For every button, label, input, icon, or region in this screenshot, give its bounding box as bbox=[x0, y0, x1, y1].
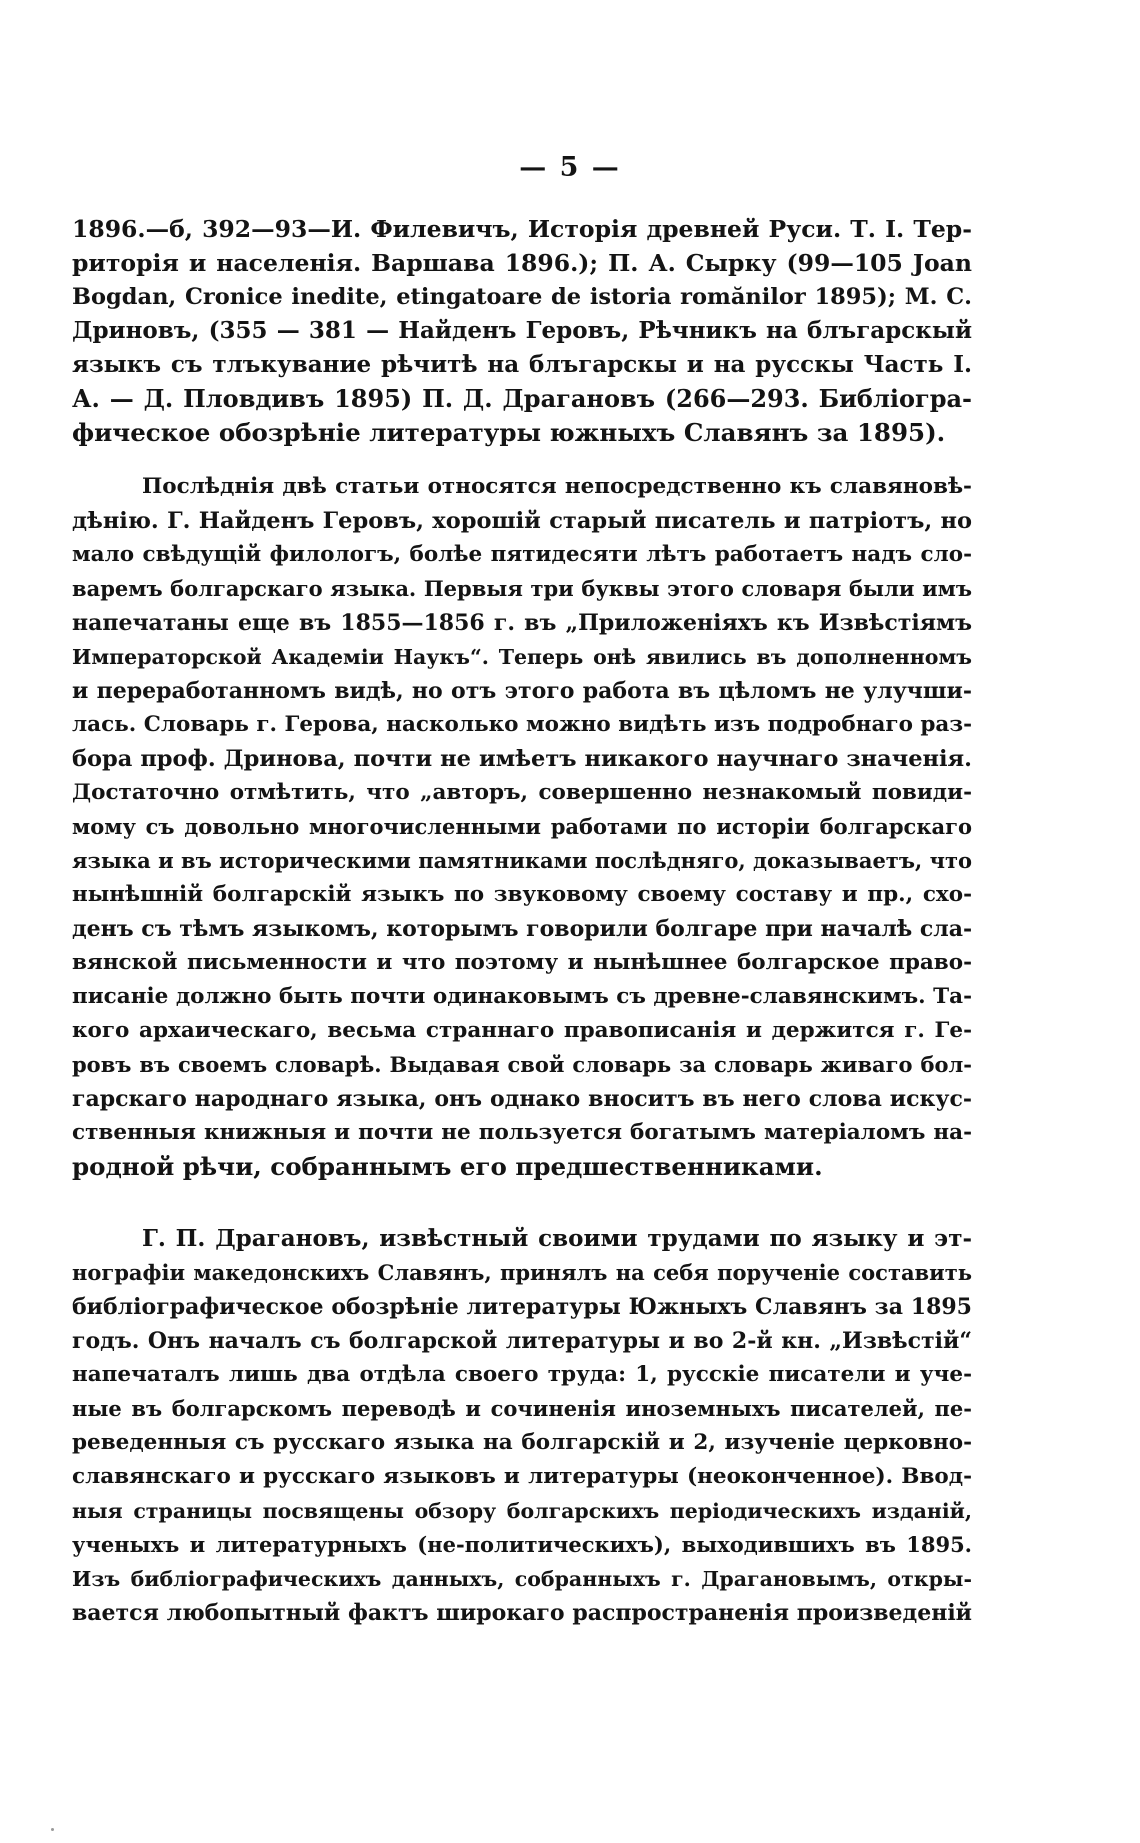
text-line: языкъ съ тлъкувание рѣчитѣ на блъгарскы и на русскы Часть I. bbox=[72, 351, 972, 378]
text-line: годъ. Онъ началъ съ болгарской литературы и во 2-й кн. „Извѣстій“ bbox=[72, 1328, 972, 1354]
text-line: риторія и населенія. Варшава 1896.); П. А. Сырку (99—105 Joan bbox=[72, 249, 972, 277]
text-line: Bogdan, Cronice inedite, etingatoare de istoria romănilor 1895); М. С. bbox=[72, 284, 972, 310]
text-line: ныя страницы посвящены обзору болгарскихъ періодическихъ изданій, bbox=[72, 1499, 972, 1523]
scan-speck bbox=[51, 1828, 54, 1831]
text-line: Послѣднія двѣ статьи относятся непосредственно къ славяновѣ- bbox=[142, 474, 972, 499]
text-line: библіографическое обозрѣніе литературы Южныхъ Славянъ за 1895 bbox=[72, 1294, 972, 1320]
text-line: бора проф. Дринова, почти не имѣетъ никакого научнаго значенія. bbox=[72, 746, 972, 772]
text-line: реведенныя съ русскаго языка на болгарскій и 2, изученіе церковно- bbox=[72, 1430, 972, 1455]
text-line: ученыхъ и литературныхъ (не-политическихъ), выходившихъ въ 1895. bbox=[72, 1532, 972, 1557]
paragraph-bibliography bbox=[72, 212, 972, 450]
text-line: Изъ библіографическихъ данныхъ, собранныхъ г. Драгановымъ, откры- bbox=[72, 1567, 972, 1591]
text-line: Г. П. Драгановъ, извѣстный своими трудами по языку и эт- bbox=[142, 1225, 972, 1252]
text-line: гарскаго народнаго языка, онъ однако вноситъ въ него слова искус- bbox=[72, 1086, 972, 1112]
text-line: Достаточно отмѣтить, что „авторъ, совершенно незнакомый повиди- bbox=[72, 780, 972, 805]
text-line: мало свѣдущій филологъ, болѣе пятидесяти лѣтъ работаетъ надъ сло- bbox=[72, 542, 972, 567]
text-line: ственныя книжныя и почти не пользуется богатымъ матеріаломъ на- bbox=[72, 1120, 972, 1145]
text-line: родной рѣчи, собраннымъ его предшественниками. bbox=[72, 1152, 823, 1181]
text-line: писаніе должно быть почти одинаковымъ съ древне-славянскимъ. Та- bbox=[72, 984, 972, 1009]
text-line: нографіи македонскихъ Славянъ, принялъ на себя порученіе составить bbox=[72, 1260, 972, 1285]
text-line: языка и въ историческими памятниками послѣдняго, доказываетъ, что bbox=[72, 848, 972, 873]
text-line: варемъ болгарскаго языка. Первыя три буквы этого словаря были имъ bbox=[72, 576, 972, 601]
text-line: А. — Д. Пловдивъ 1895) П. Д. Драгановъ (266—293. Библіогра- bbox=[72, 384, 972, 413]
text-line: ные въ болгарскомъ переводѣ и сочиненія иноземныхъ писателей, пе- bbox=[72, 1396, 972, 1421]
page-number: — 5 — bbox=[519, 152, 621, 183]
text-line: нынѣшній болгарскій языкъ по звуковому своему составу и пр., схо- bbox=[72, 882, 972, 907]
text-line: Императорской Академіи Наукъ“. Теперь онѣ явились въ дополненномъ bbox=[72, 645, 972, 669]
text-line: 1896.—б, 392—93—И. Филевичъ, Исторія древней Руси. Т. I. Тер- bbox=[72, 215, 972, 243]
text-line: лась. Словарь г. Герова, насколько можно видѣть изъ подробнаго раз- bbox=[72, 712, 972, 737]
text-line: ровъ въ своемъ словарѣ. Выдавая свой словарь за словарь живаго бол- bbox=[72, 1052, 972, 1077]
text-line: и переработанномъ видѣ, но отъ этого работа въ цѣломъ не улучши- bbox=[72, 678, 972, 704]
text-line: денъ съ тѣмъ языкомъ, которымъ говорили болгаре при началѣ сла- bbox=[72, 916, 972, 942]
text-line: вается любопытный фактъ широкаго распространенія произведеній bbox=[72, 1600, 972, 1626]
text-line: вянской письменности и что поэтому и нынѣшнее болгарское право- bbox=[72, 950, 972, 975]
paragraph-draganov-review bbox=[72, 1222, 972, 1630]
text-line: Дриновъ, (355 — 381 — Найденъ Геровъ, Рѣчникъ на блъгарскый bbox=[72, 317, 972, 344]
text-line: напечатаны еще въ 1855—1856 г. въ „Приложеніяхъ къ Извѣстіямъ bbox=[72, 610, 972, 636]
text-line: мому съ довольно многочисленными работами по исторіи болгарскаго bbox=[72, 814, 972, 839]
text-line: кого архаическаго, весьма страннаго правописанія и держится г. Ге- bbox=[72, 1018, 972, 1043]
text-line: дѣнію. Г. Найденъ Геровъ, хорошій старый писатель и патріотъ, но bbox=[72, 508, 972, 534]
paragraph-gerov-dictionary bbox=[72, 470, 972, 1184]
text-line: славянскаго и русскаго языковъ и литературы (неоконченное). Ввод- bbox=[72, 1464, 972, 1489]
text-line: напечаталъ лишь два отдѣла своего труда: 1, русскіе писатели и уче- bbox=[72, 1362, 972, 1387]
text-line: фическое обозрѣніе литературы южныхъ Славянъ за 1895). bbox=[72, 418, 946, 447]
